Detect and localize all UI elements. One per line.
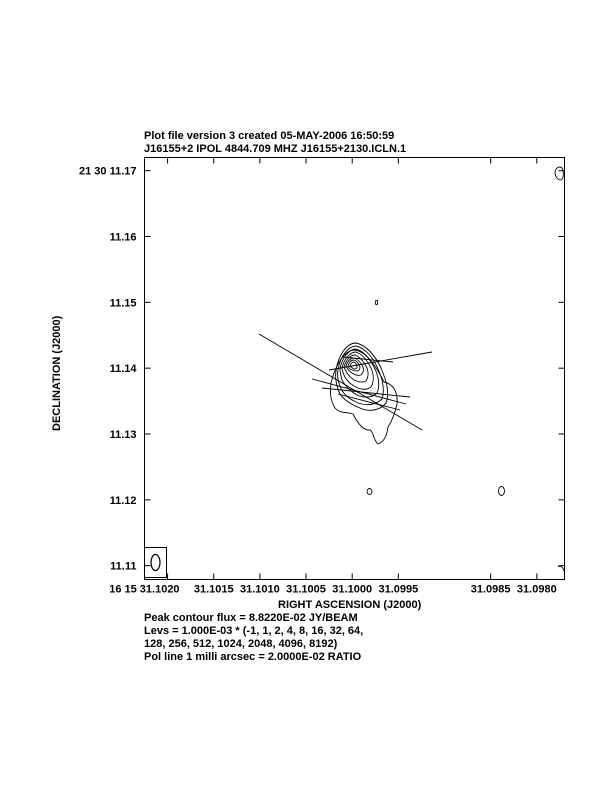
x-axis-label: RIGHT ASCENSION (J2000) [278, 599, 422, 611]
contour-knot-a [375, 300, 377, 304]
x-tick-label: 31.1015 [193, 583, 234, 596]
y-tick-label: 11.11 [110, 560, 137, 573]
contour-corner-top [555, 167, 563, 180]
pol-vector [259, 334, 422, 430]
source-contours [330, 167, 564, 571]
plot-header-line-2: J16155+2 IPOL 4844.709 MHZ J16155+2130.ICLN.1 [144, 143, 407, 155]
beam-box [145, 548, 167, 578]
y-tick-label: 11.16 [109, 231, 137, 244]
contour-knot-b [367, 489, 372, 495]
plot-header-line-1: Plot file version 3 created 05-MAY-2006 16:50:59 [144, 130, 395, 142]
y-tick-label: 11.13 [109, 429, 137, 442]
pol-scale-text: Pol line 1 milli arcsec = 2.0000E-02 RATIO [144, 651, 362, 663]
x-tick-label: 31.1005 [286, 583, 326, 596]
x-tick-label: 16 15 31.1020 [109, 583, 180, 596]
pol-vector [338, 394, 400, 410]
beam-ellipse [151, 555, 160, 571]
contour-knot-c [499, 487, 505, 496]
contour-corner-bottom [558, 566, 564, 571]
plot-frame [145, 158, 565, 580]
x-tick-label: 31.0995 [378, 583, 419, 596]
y-axis-label: DECLINATION (J2000) [51, 315, 63, 431]
x-tick-label: 31.0980 [516, 583, 557, 596]
peak-flux-text: Peak contour flux = 8.8220E-02 JY/BEAM [144, 612, 358, 624]
y-tick-label: 11.14 [109, 363, 137, 376]
y-tick-label: 11.12 [109, 494, 137, 507]
y-tick-label: 21 30 11.17 [78, 165, 137, 178]
x-tick-label: 31.1010 [240, 583, 280, 596]
beam-frame [145, 548, 167, 578]
levels-text-1: Levs = 1.000E-03 * (-1, 1, 2, 4, 8, 16, 32, 64, [144, 625, 364, 637]
y-tick-label: 11.15 [109, 297, 137, 310]
x-tick-label: 31.1000 [332, 583, 373, 596]
ticks-layer [79, 158, 565, 596]
x-tick-label: 31.0985 [470, 583, 511, 596]
levels-text-2: 128, 256, 512, 1024, 2048, 4096, 8192) [144, 638, 338, 650]
